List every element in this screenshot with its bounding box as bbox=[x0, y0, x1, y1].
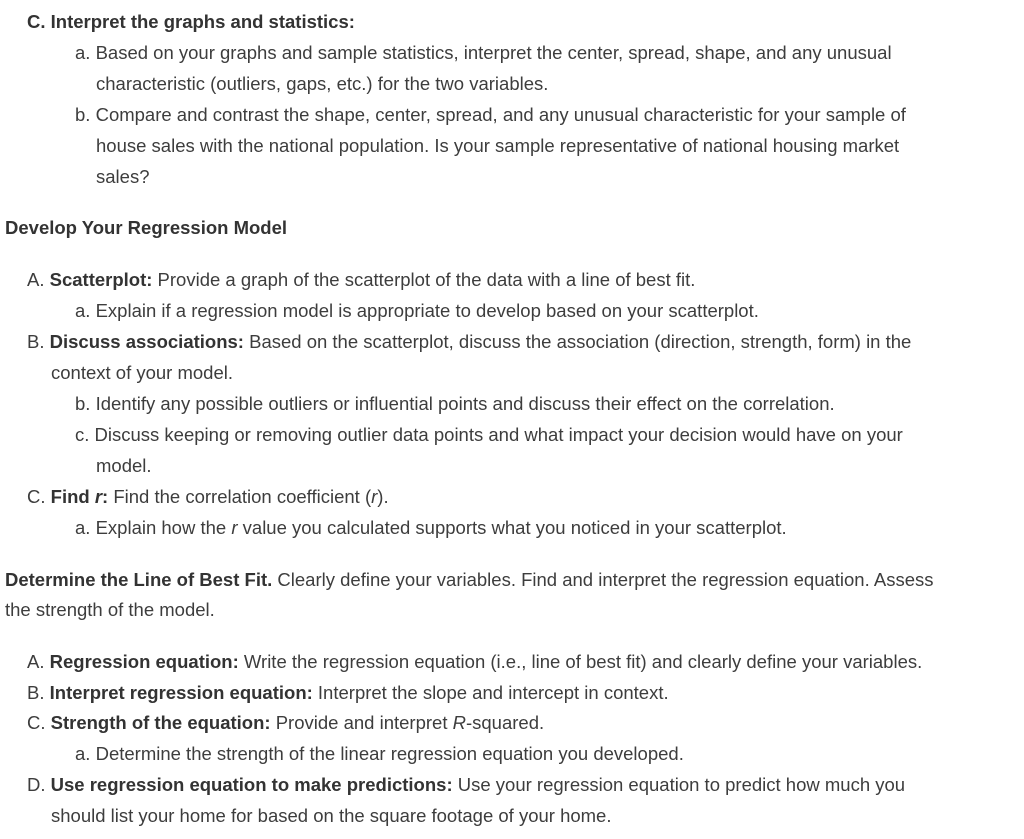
list-marker: a. bbox=[75, 42, 91, 63]
best-fit-item-D bbox=[27, 769, 905, 800]
list-item-text: value you calculated supports what you noticed in your scatterplot. bbox=[237, 517, 787, 538]
item-title-text: Find bbox=[50, 486, 95, 507]
item-text: Provide and interpret bbox=[270, 712, 453, 733]
section-c-item-a-cont: characteristic (outliers, gaps, etc.) for the two variables. bbox=[96, 73, 549, 94]
item-title bbox=[51, 486, 109, 507]
section-heading bbox=[5, 212, 287, 243]
item-text: Provide a graph of the scatterplot of the data with a line of best fit. bbox=[152, 269, 696, 290]
item-title: Strength of the equation: bbox=[50, 712, 271, 733]
list-marker: b. bbox=[75, 104, 91, 125]
section-c-item-b-cont: sales? bbox=[96, 166, 150, 187]
list-marker: c. bbox=[75, 424, 90, 445]
list-marker: C. bbox=[27, 712, 46, 733]
item-text-variable: r bbox=[371, 486, 378, 507]
item-title: Discuss associations: bbox=[49, 331, 244, 352]
list-item-text: Explain how the bbox=[95, 517, 232, 538]
list-marker: a. bbox=[75, 300, 91, 321]
list-marker: C. bbox=[27, 486, 46, 507]
best-fit-intro-text: Clearly define your variables. Find and interpret the regression equation. Assess bbox=[272, 569, 934, 590]
item-text: Use your regression equation to predict how much you bbox=[452, 774, 906, 795]
item-text-variable: r bbox=[231, 517, 238, 538]
item-text: -squared. bbox=[465, 712, 545, 733]
item-title: Scatterplot: bbox=[49, 269, 153, 290]
regression-item-B-c-cont: model. bbox=[96, 455, 152, 476]
section-c-heading bbox=[27, 6, 355, 37]
best-fit-item-C-a bbox=[75, 738, 684, 769]
list-marker: a. bbox=[75, 743, 91, 764]
list-item-text: Compare and contrast the shape, center, spread, and any unusual characteristic for your sample of bbox=[95, 104, 906, 125]
regression-model-heading: Develop Your Regression Model bbox=[5, 217, 288, 238]
item-title-variable: r bbox=[94, 486, 103, 507]
best-fit-item-D-cont: should list your home for based on the square footage of your home. bbox=[51, 805, 612, 826]
list-item-text: Explain if a regression model is appropriate to develop based on your scatterplot. bbox=[95, 300, 759, 321]
regression-item-C-a bbox=[75, 512, 787, 543]
regression-item-C bbox=[27, 481, 389, 512]
item-text: Interpret the slope and intercept in context. bbox=[312, 682, 669, 703]
item-title: Regression equation: bbox=[49, 651, 239, 672]
section-c-title: Interpret the graphs and statistics: bbox=[50, 11, 355, 32]
list-marker: C. bbox=[27, 11, 46, 32]
list-item-text: Identify any possible outliers or influential points and discuss their effect on the correlation. bbox=[95, 393, 835, 414]
section-c-item-b-cont: house sales with the national population. Is your sample representative of national housing market bbox=[96, 135, 900, 156]
list-marker: B. bbox=[27, 682, 45, 703]
regression-item-B bbox=[27, 326, 911, 357]
list-marker: A. bbox=[27, 651, 45, 672]
regression-item-A-a bbox=[75, 295, 759, 326]
list-marker: B. bbox=[27, 331, 45, 352]
list-marker: A. bbox=[27, 269, 45, 290]
best-fit-item-B bbox=[27, 677, 669, 708]
regression-item-B-c bbox=[75, 419, 903, 450]
regression-item-B-b bbox=[75, 388, 835, 419]
item-title-colon: : bbox=[102, 486, 109, 507]
item-text-end: ). bbox=[377, 486, 389, 507]
best-fit-intro-cont: the strength of the model. bbox=[5, 599, 215, 620]
best-fit-intro bbox=[5, 564, 934, 595]
list-marker: a. bbox=[75, 517, 91, 538]
item-title: Use regression equation to make predictions: bbox=[50, 774, 453, 795]
item-text: Write the regression equation (i.e., line of best fit) and clearly define your variables. bbox=[238, 651, 923, 672]
list-item-text: Determine the strength of the linear regression equation you developed. bbox=[95, 743, 684, 764]
regression-item-B-cont: context of your model. bbox=[51, 362, 234, 383]
item-text: Find the correlation coefficient ( bbox=[108, 486, 372, 507]
best-fit-heading: Determine the Line of Best Fit. bbox=[5, 569, 273, 590]
item-text: Based on the scatterplot, discuss the association (direction, strength, form) in the bbox=[243, 331, 912, 352]
item-text-variable: R bbox=[452, 712, 466, 733]
list-marker: b. bbox=[75, 393, 91, 414]
list-item-text: Based on your graphs and sample statistics, interpret the center, spread, shape, and any unusual bbox=[95, 42, 892, 63]
regression-item-A bbox=[27, 264, 695, 295]
list-marker: D. bbox=[27, 774, 46, 795]
item-title: Interpret regression equation: bbox=[49, 682, 313, 703]
section-c-item-a bbox=[75, 37, 892, 68]
best-fit-item-A bbox=[27, 646, 922, 677]
list-item-text: Discuss keeping or removing outlier data points and what impact your decision would have on your bbox=[94, 424, 903, 445]
section-c-item-b bbox=[75, 99, 906, 130]
best-fit-item-C bbox=[27, 707, 544, 738]
